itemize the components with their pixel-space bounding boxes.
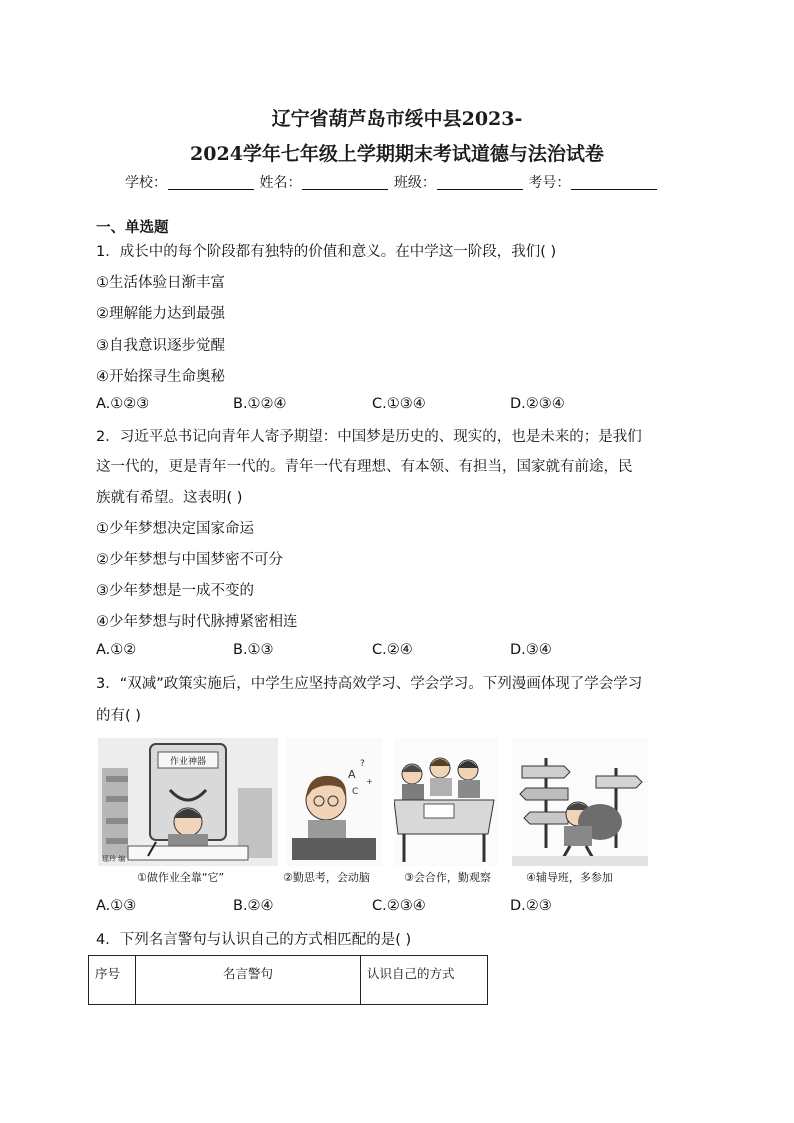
question-4-stem: 4．下列名言警句与认识自己的方式相匹配的是( ) <box>96 932 412 948</box>
question-1-option-a: A.①②③ <box>96 396 150 412</box>
question-3-option-c: C.②③④ <box>372 898 426 914</box>
name-label: 姓名： <box>259 175 302 191</box>
section-heading: 一、单选题 <box>96 220 169 236</box>
question-2-stem: 族就有希望。这表明( ) <box>96 490 243 506</box>
question-1-statement: ②理解能力达到最强 <box>96 306 225 322</box>
question-2-option-a: A.①② <box>96 642 137 658</box>
question-1-statement: ①生活体验日渐丰富 <box>96 275 225 291</box>
comic-caption-1: ①做作业全靠“它” <box>137 871 225 884</box>
question-1-option-b: B.①②④ <box>233 396 287 412</box>
question-1-statement: ③自我意识逐步觉醒 <box>96 338 225 354</box>
question-3-option-b: B.②④ <box>233 898 274 914</box>
table-header-method: 认识自己的方式 <box>361 956 488 1005</box>
svg-text:+: + <box>366 777 373 786</box>
question-3-option-d: D.②③ <box>510 898 552 914</box>
comic-panel-2 <box>286 738 382 866</box>
svg-text:A: A <box>348 768 356 781</box>
class-blank <box>437 175 523 190</box>
comic-sign-text: 作业神器 <box>169 757 206 767</box>
question-2-statement: ④少年梦想与时代脉搏紧密相连 <box>96 614 298 630</box>
comic-panel-3 <box>394 738 498 866</box>
question-1-option-d: D.②③④ <box>510 396 565 412</box>
class-label: 班级： <box>393 175 436 191</box>
svg-text:C: C <box>352 787 359 797</box>
exam-number-label: 考号： <box>528 175 571 191</box>
question-3-stem: 3．“双减”政策实施后，中学生应坚持高效学习、学会学习。下列漫画体现了学会学习 <box>96 676 643 692</box>
exam-title-line-2: 2024学年七年级上学期期末考试道德与法治试卷 <box>190 143 604 165</box>
question-2-stem: 2．习近平总书记向青年人寄予期望：中国梦是历史的、现实的，也是未来的；是我们 <box>96 429 642 445</box>
comic-tutoring-classes-illustration <box>512 738 648 866</box>
exam-title-line-1: 辽宁省葫芦岛市绥中县2023- <box>271 108 523 130</box>
question-2-stem: 这一代的，更是青年一代的。青年一代有理想、有本领、有担当，国家就有前途，民 <box>96 459 633 475</box>
comic-group-study-illustration <box>394 738 498 866</box>
question-1-stem: 1．成长中的每个阶段都有独特的价值和意义。在中学这一阶段，我们( ) <box>96 244 557 260</box>
table-header-number: 序号 <box>89 956 136 1005</box>
name-blank <box>302 175 388 190</box>
question-3-option-a: A.①③ <box>96 898 137 914</box>
exam-number-blank <box>571 175 657 190</box>
question-2-statement: ②少年梦想与中国梦密不可分 <box>96 552 283 568</box>
comic-thinking-student-illustration <box>286 738 382 866</box>
table-header-quote: 名言警句 <box>136 956 361 1005</box>
comic-panel-1 <box>98 738 278 866</box>
question-2-statement: ③少年梦想是一成不变的 <box>96 583 254 599</box>
question-2-option-b: B.①③ <box>233 642 274 658</box>
comic-caption-3: ③会合作，勤观察 <box>404 871 491 884</box>
question-3-stem: 的有( ) <box>96 708 141 724</box>
svg-text:?: ? <box>360 759 365 769</box>
comic-caption-4: ④辅导班，多参加 <box>526 871 613 884</box>
school-label: 学校： <box>125 175 167 191</box>
student-info-row <box>125 172 658 192</box>
question-2-statement: ①少年梦想决定国家命运 <box>96 521 254 537</box>
question-1-option-c: C.①③④ <box>372 396 426 412</box>
question-4-table <box>88 955 488 1005</box>
question-2-option-d: D.③④ <box>510 642 552 658</box>
comic-strip <box>98 738 658 888</box>
comic-credit: 瑶玲 编 <box>102 855 126 863</box>
comic-panel-4 <box>512 738 648 866</box>
question-1-statement: ④开始探寻生命奥秘 <box>96 369 225 385</box>
table-header-row <box>89 956 488 1005</box>
comic-caption-2: ②勤思考，会动脑 <box>283 871 370 884</box>
school-blank <box>168 175 254 190</box>
question-2-option-c: C.②④ <box>372 642 413 658</box>
